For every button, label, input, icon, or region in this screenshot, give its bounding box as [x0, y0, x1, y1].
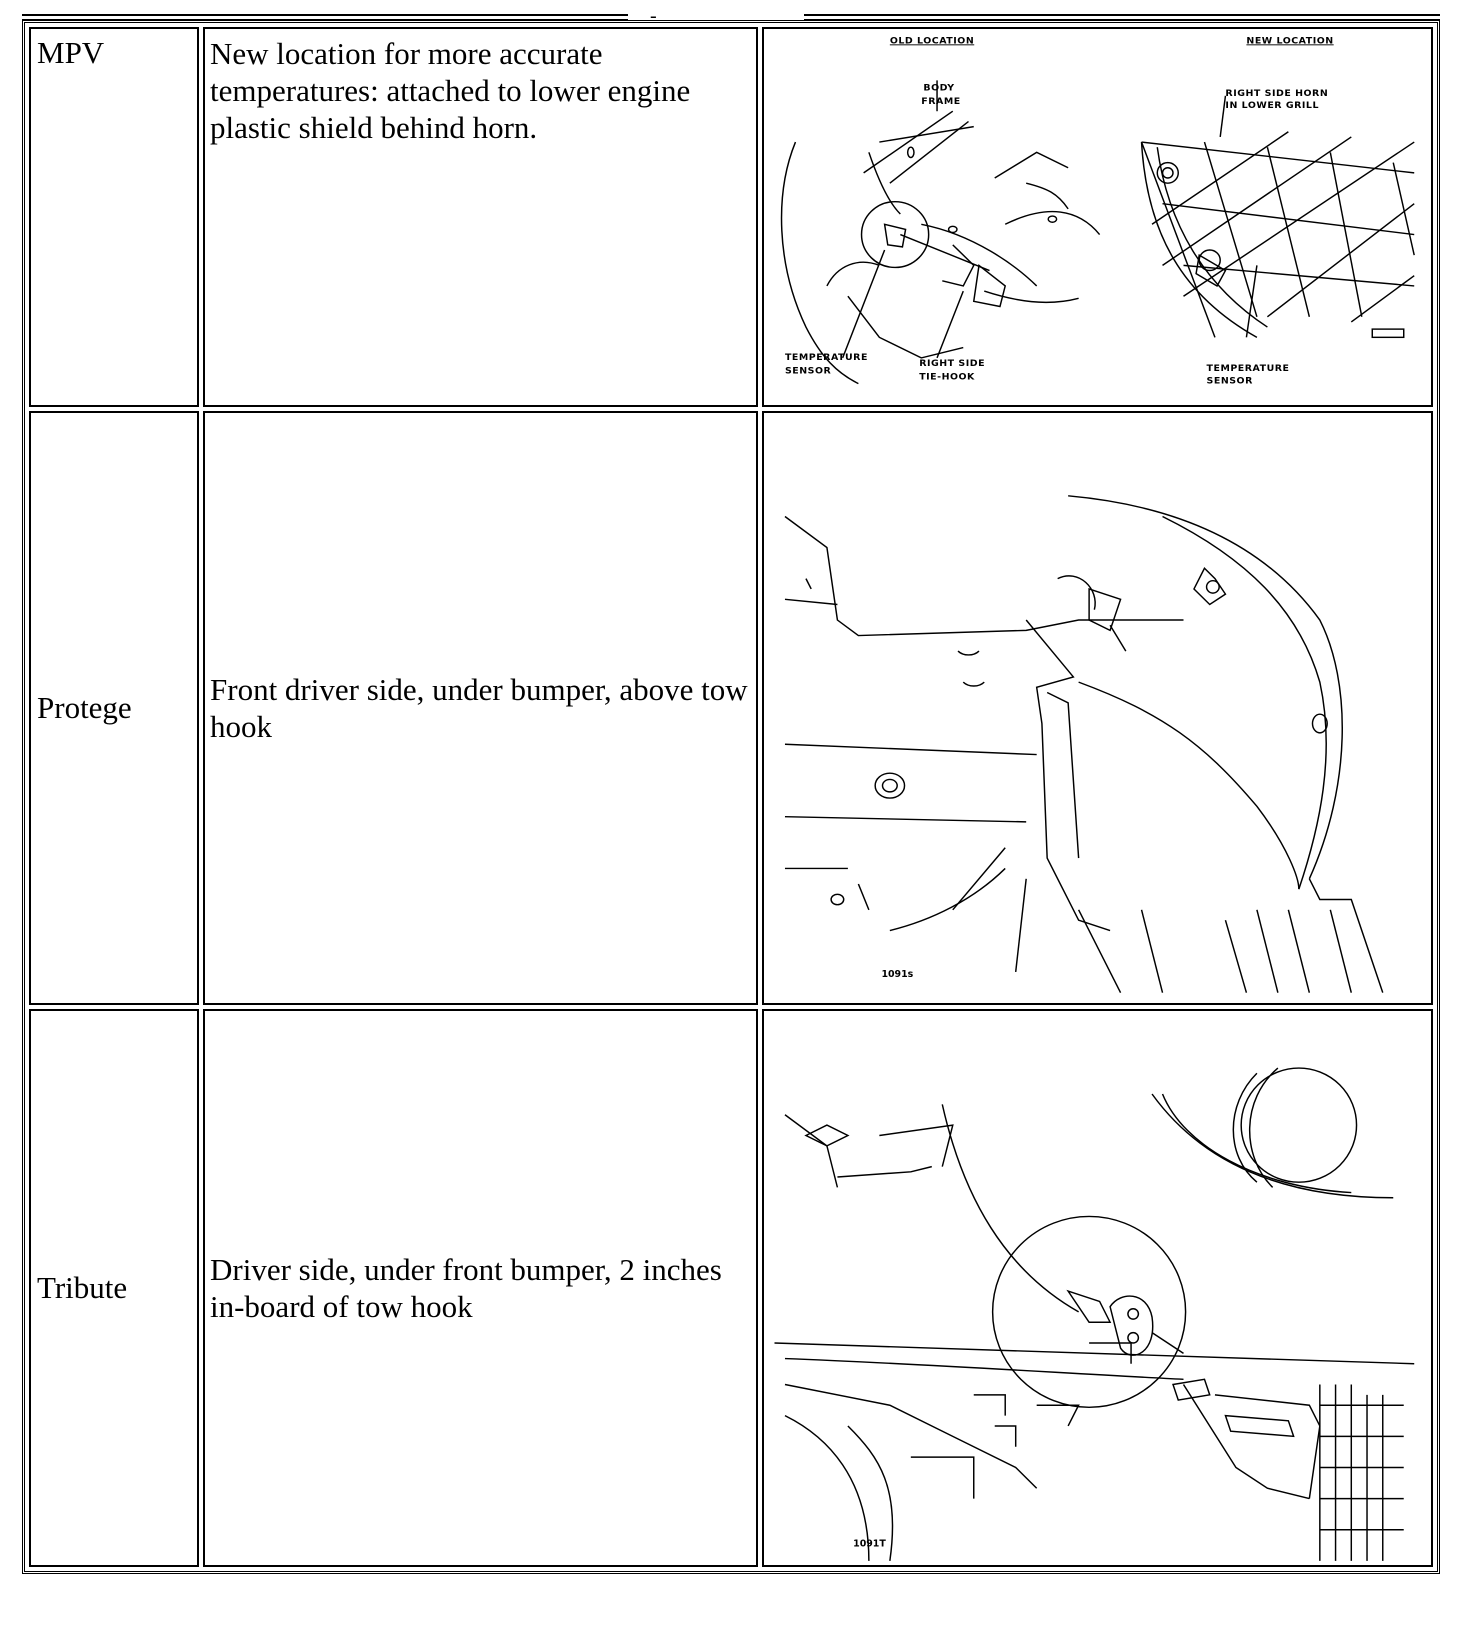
description-cell: Driver side, under front bumper, 2 inches in-board of tow hook: [203, 1009, 758, 1567]
old-location-caption: OLD LOCATION: [889, 35, 975, 47]
protege-diagram: [764, 413, 1431, 1003]
body-frame-label: FRAME: [921, 96, 961, 107]
tie-hook-label: TIE-HOOK: [919, 371, 975, 383]
temperature-sensor-label: SENSOR: [784, 365, 832, 377]
temperature-sensor-label: TEMPERATURE: [784, 352, 868, 363]
tribute-diagram: [764, 1011, 1431, 1565]
table-row: [29, 1009, 1433, 1567]
mpv-figure: [762, 27, 1433, 407]
temperature-sensor-label: SENSOR: [1206, 375, 1253, 387]
new-location-caption: NEW LOCATION: [1246, 35, 1334, 47]
temperature-sensor-label: TEMPERATURE: [1206, 363, 1290, 375]
tie-hook-label: RIGHT SIDE: [919, 358, 986, 370]
table-row: [29, 411, 1433, 1005]
description-cell: Front driver side, under bumper, above tow hook: [203, 411, 758, 1005]
horn-label: RIGHT SIDE HORN: [1225, 87, 1329, 99]
figure-number: 1091s: [881, 969, 914, 981]
figure-number: 1091T: [853, 1538, 886, 1550]
model-cell: Tribute: [29, 1009, 199, 1567]
protege-figure: [762, 411, 1433, 1005]
horn-label: IN LOWER GRILL: [1225, 100, 1320, 112]
body-frame-label: BODY: [923, 82, 955, 94]
table-row: [29, 27, 1433, 407]
description-cell: New location for more accurate temperatures: attached to lower engine plastic shield behind horn.: [203, 27, 758, 407]
mpv-diagram: [764, 29, 1431, 399]
tribute-figure: [762, 1009, 1433, 1567]
header-mark: -: [650, 5, 657, 27]
model-cell: MPV: [29, 27, 199, 407]
model-cell: Protege: [29, 411, 199, 1005]
sensor-location-table: [22, 20, 1440, 1574]
